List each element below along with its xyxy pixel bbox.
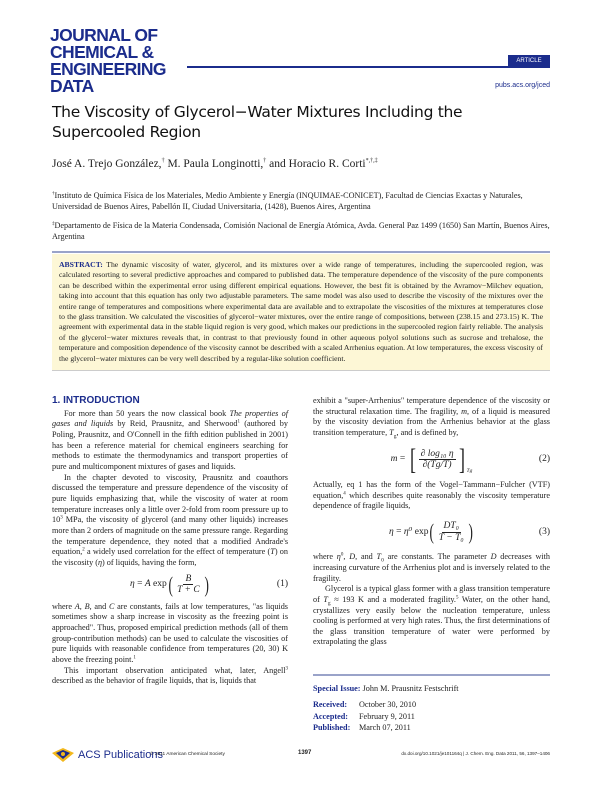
article-badge: ARTICLE (508, 55, 550, 67)
text-segment: which describes quite reasonably the viscosity temperature dependence of fragile liquids, (313, 490, 550, 511)
text-segment: where (313, 552, 337, 562)
text-segment: T (323, 594, 328, 604)
text-segment: For more than 50 years the now classical book (64, 408, 230, 418)
text-segment: MPa, the viscosity of glycerol (and many other liquids) increases more than 2 orders of magnitude on the same pressure range. Regarding the temperature dependence, they noted that a modified Andrade's equation, (52, 515, 288, 557)
text-segment: , and is defined by, (396, 427, 459, 437)
numerator: B (185, 573, 192, 584)
eq-lhs: η (130, 579, 135, 590)
equation-2: m = [ $\frac{\text{∂ log₁₀ η}}{\partial(Tg/T)}$ ] Tg (2) (390, 442, 550, 476)
text-segment: a widely used correlation for the effect of temperature ( (84, 547, 271, 557)
affiliation-text: Instituto de Química Física de los Materiales, Medio Ambiente y Energía (INQUIMAE-CONICET), Facultad de Ciencias Exactas y Naturales, Universidad de Buenos Aires, Pabellón II, Ciudad Universitaria, (1428), Buenos Aires, Argentina (52, 191, 523, 211)
journal-logo: JOURNAL OF CHEMICAL & ENGINEERING DATA (50, 25, 166, 96)
affiliation-mark: ‡ (52, 221, 55, 227)
text-segment: 0 (381, 557, 384, 564)
published-value: March 07, 2011 (359, 723, 411, 732)
text-segment: , and (355, 552, 377, 562)
fraction (175, 574, 202, 596)
text-segment: g (327, 600, 331, 607)
special-issue (313, 684, 459, 693)
divider (313, 674, 550, 676)
affiliation-mark: † (52, 191, 55, 197)
denominator: T − T₀ (438, 532, 464, 543)
text-segment: In the chapter devoted to viscosity, Prausnitz and coauthors discussed the temperature and pressure dependence of the viscosity of pure liquids emphasizing that, while the viscosity of water at room temperature increases only a little over 2-fold from room pressure up to 10 (52, 472, 288, 525)
affiliation-mark: *,†,‡ (365, 158, 378, 165)
text-segment: B (84, 601, 90, 611)
text-segment: 3 (285, 666, 288, 672)
published-label: Published: (313, 723, 351, 732)
publisher-name: ACS Publications (78, 749, 163, 761)
page-number: 1397 (298, 750, 312, 756)
paragraph (313, 480, 550, 512)
numerator: ∂ log₁₀ η (420, 448, 454, 459)
text-segment: m (461, 406, 468, 416)
paragraph (313, 552, 550, 584)
accepted-date (313, 712, 415, 721)
journal-url[interactable]: pubs.acs.org/jced (495, 82, 550, 89)
text-segment: Actually, eq 1 has the form of the Vogel−Tammann−Fulcher (VTF) equation, (313, 479, 550, 500)
paragraph (52, 409, 288, 473)
text-segment: ) on the viscosity ( (52, 547, 288, 567)
author-name[interactable]: and Horacio R. Corti (269, 158, 366, 170)
abstract (52, 254, 550, 371)
equation-number: (2) (538, 454, 550, 465)
text-segment: are constants. The parameter (383, 552, 491, 562)
denominator: T + C (177, 585, 200, 596)
paper-title: The Viscosity of Glycerol−Water Mixtures Including the Supercooled Region (52, 103, 463, 141)
text-segment: ≈ 193 K and a moderated fragility. (330, 594, 456, 604)
affiliation-mark: † (263, 158, 267, 165)
paragraph (52, 473, 288, 569)
author-list (52, 158, 378, 170)
author-name[interactable]: José A. Trejo González, (52, 158, 162, 170)
text-segment: by Reid, Prausnitz, and Sherwood (113, 419, 238, 429)
denominator: ∂(Tg/T) (422, 460, 452, 471)
text-segment: 2 (82, 547, 85, 553)
paragraph (313, 396, 550, 439)
text-segment: 1 (237, 419, 241, 425)
published-date (313, 723, 411, 732)
text-segment: T (389, 427, 394, 437)
text-segment: , (343, 552, 350, 562)
received-date (313, 700, 416, 709)
section-heading: 1. INTRODUCTION (52, 395, 140, 406)
text-segment: decreases with increasing curvature of the Arrhenius plot and is inversely related to the fragility. (313, 552, 550, 583)
text-segment: T (376, 552, 382, 562)
text-segment: A (74, 601, 80, 611)
eq-lhs: m (390, 454, 398, 465)
equation-number: (3) (538, 526, 550, 537)
header-rule (187, 66, 550, 68)
text-segment: 3 (60, 515, 63, 521)
text-segment: D (490, 552, 497, 562)
left-column (52, 396, 288, 687)
text-segment: (authored by Poling, Prausnitz, and O'Connell in the fifth edition published in 2001) has been a reference material for chemical engineers searching for methods to estimate the thermodynamics and transport properties of pure and multicomponent mixtures of gases and liquids. (52, 419, 288, 471)
equation-3: η = η⁰ exp ( $\frac{\text{DT₀}}{\text{T − T₀}}$ ) (3) (389, 519, 550, 545)
text-segment: 1 (133, 655, 136, 661)
fraction (437, 521, 466, 543)
text-segment: where (52, 601, 75, 611)
accepted-label: Accepted: (313, 711, 349, 721)
paragraph (313, 584, 550, 648)
affiliation-mark: † (161, 158, 165, 165)
text-segment: η (97, 557, 102, 567)
text-segment: This important observation anticipated what, later, Angell (64, 665, 286, 675)
numerator: DT₀ (443, 520, 459, 531)
eq-lhs: η (389, 526, 394, 537)
text-segment: η (336, 552, 341, 562)
text-segment: , of a liquid is measured by the viscosity deviation from the Arrhenius behavior at the glass transition temperature, (313, 406, 550, 437)
author-name[interactable]: M. Paula Longinotti, (167, 158, 264, 170)
text-segment: ) of liquids, having the form, (102, 557, 197, 567)
text-segment: 5 (455, 595, 459, 601)
equation-number: (1) (276, 579, 288, 590)
text-segment: The properties of gases and liquids (52, 408, 288, 429)
text-segment: Glycerol is a typical glass former with a glass transition temperature of (313, 584, 550, 604)
abstract-label: ABSTRACT: (59, 260, 103, 269)
text-segment: D (349, 552, 356, 562)
affiliation (52, 220, 552, 242)
accepted-value: February 9, 2011 (359, 711, 415, 721)
right-column (313, 396, 550, 648)
fraction (419, 449, 456, 471)
text-segment: 0 (340, 552, 344, 558)
text-segment: , and (89, 601, 109, 611)
affiliation-text: Departamento de Física de la Materia Condensada, Comisión Nacional de Energía Atómica, Avda. General Paz 1499 (1650) San Martín, Buenos Aires, Argentina (52, 221, 550, 241)
eq-exp: exp (414, 526, 429, 537)
text-segment: , (79, 601, 85, 611)
eq-term: η⁰ (403, 526, 413, 537)
text-segment: T (270, 547, 275, 557)
received-label: Received: (313, 700, 348, 709)
affiliation (52, 190, 552, 212)
abstract-text: The dynamic viscosity of water, glycerol, and its mixtures over a wide range of temperatures, including the supercooled region, was calculated resorting to several predictive approaches and compared to published data. The temperature dependence of the viscosity of the pure components can be described within the experimental error using different empirical equations. However, the best fit is obtained by the Avramov−Milchev equation, taking into account that this equation has only two adjustable parameters. The same model was also used to describe the viscosity of the mixtures over the entire range of temperatures and compositions where experimental data are available and to extrapolate the viscosities of the mixtures at temperatures close to the glass transition. We calculated the viscosities of glycerol−water mixtures, over the entire range of compositions, between (238.15 and 273.15) K. The agreement with experimental data in the stable liquid region is very good, which makes our predictions in the supercooled region fairly reliable. The analysis of the glycerol−water mixtures reveals that, in contrast to that previously found in other aqueous polyol solutions such as sucrose and trehalose, the temperature and composition dependence of the viscosity cannot be described with a scaled Arrhenius equation. At low temperatures, the excess viscosity of the glycerol−water mixtures can be very well described by a regular-like solution coefficient. (59, 260, 543, 363)
text-segment: described as the behavior of fragile liquids, that is, liquids that (52, 676, 257, 686)
copyright: © 2011 American Chemical Society (150, 752, 225, 757)
received-value: October 30, 2010 (359, 700, 417, 709)
eq-exp: exp (153, 579, 167, 590)
text-segment: C (108, 601, 115, 611)
acs-publications-logo (52, 747, 163, 763)
special-issue-value: John M. Prausnitz Festschrift (360, 684, 459, 693)
acs-emblem-icon (52, 747, 74, 763)
text-segment: 4 (343, 490, 346, 496)
text-segment: are constants, fails at low temperatures, "as liquids sometimes show a sharp increase in viscosity as the freezing point is approached". Thus, proposed empirical prediction methods (all of them group-contribution methods) can be used to calculate the viscosities of pure liquids with reasonable confidence from temperatures (20, 30) K above the freezing point. (52, 601, 288, 665)
text-segment: exhibit a "super-Arrhenius" temperature dependence of the viscosity or the structural relaxation time. The fragility, (313, 396, 550, 416)
text-segment: g (393, 433, 397, 440)
paragraph (52, 666, 288, 687)
equation-1: η = A exp ( $\frac{B}{T + C}$ ) (1) (130, 571, 288, 597)
text-segment: Water, on the other hand, crystallizes very easily below the nucleation temperature, unless cooling is performed at very high rates. Thus, the first determinations of the glass transition temperature of water were performed by extrapolating the glass (313, 594, 550, 647)
special-issue-label: Special Issue: (313, 684, 361, 693)
eq-term: A (144, 579, 151, 590)
divider (52, 251, 550, 253)
doi-citation[interactable]: dx.doi.org/10.1021/je101164q | J. Chem. Eng. Data 2011, 56, 1397–1406 (401, 751, 550, 756)
paragraph (52, 602, 288, 666)
